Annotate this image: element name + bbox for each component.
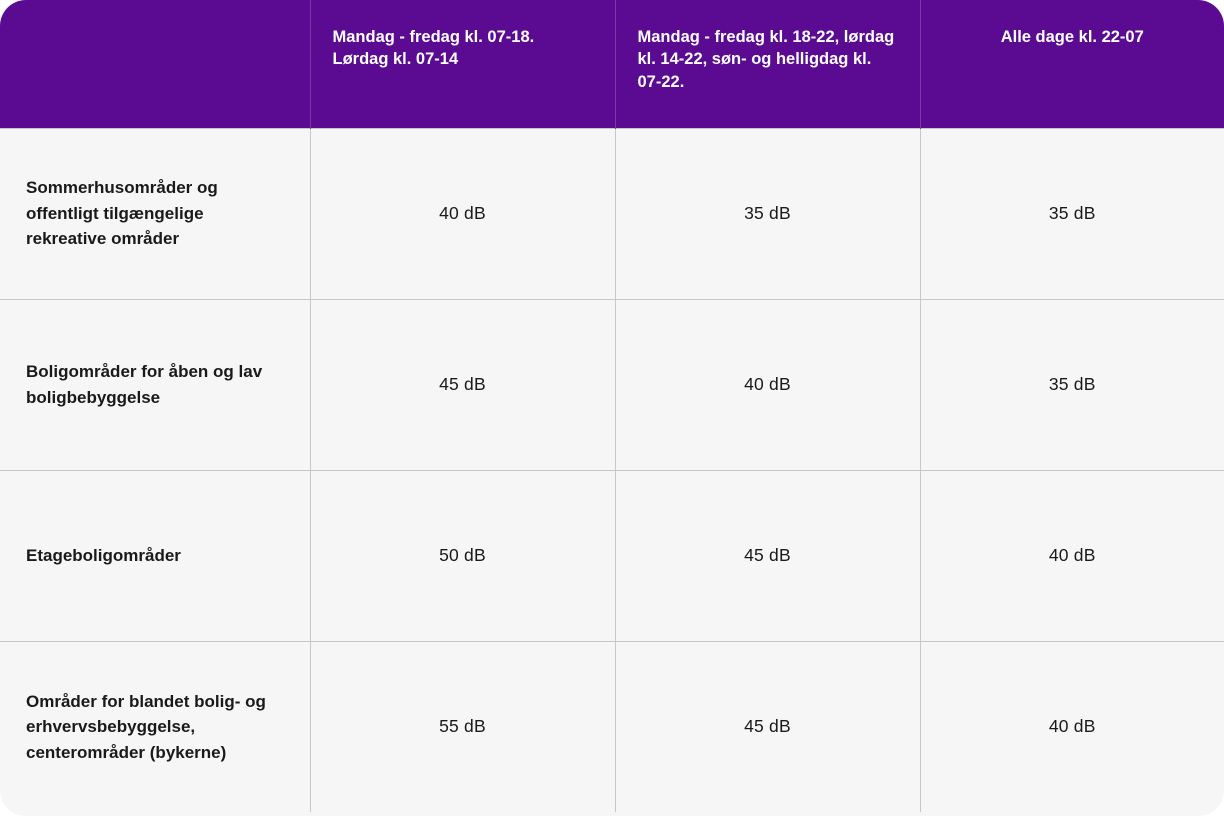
column-header-evening: Mandag - fredag kl. 18-22, lørdag kl. 14-22, søn- og helligdag kl. 07-22. (615, 0, 920, 128)
column-header-daytime: Mandag - fredag kl. 07-18. Lørdag kl. 07-14 (310, 0, 615, 128)
row-label: Sommerhusområder og offentligt tilgængelige rekreative områder (0, 128, 310, 299)
row-value-night: 40 dB (920, 470, 1224, 641)
row-label: Boligområder for åben og lav boligbebyggelse (0, 299, 310, 470)
table-row (0, 641, 1224, 812)
table-body (0, 128, 1224, 812)
row-value-night: 40 dB (920, 641, 1224, 812)
column-header-area (0, 0, 310, 128)
row-value-evening: 35 dB (615, 128, 920, 299)
row-value-evening: 45 dB (615, 470, 920, 641)
row-value-evening: 40 dB (615, 299, 920, 470)
table-header-row (0, 0, 1224, 128)
table-row (0, 299, 1224, 470)
column-header-night: Alle dage kl. 22-07 (920, 0, 1224, 128)
table-header (0, 0, 1224, 128)
row-label: Områder for blandet bolig- og erhvervsbebyggelse, centerområder (bykerne) (0, 641, 310, 812)
row-value-night: 35 dB (920, 128, 1224, 299)
row-value-daytime: 45 dB (310, 299, 615, 470)
row-value-daytime: 40 dB (310, 128, 615, 299)
row-value-daytime: 55 dB (310, 641, 615, 812)
row-value-night: 35 dB (920, 299, 1224, 470)
table-row (0, 128, 1224, 299)
table-row (0, 470, 1224, 641)
row-label: Etageboligområder (0, 470, 310, 641)
row-value-daytime: 50 dB (310, 470, 615, 641)
row-value-evening: 45 dB (615, 641, 920, 812)
